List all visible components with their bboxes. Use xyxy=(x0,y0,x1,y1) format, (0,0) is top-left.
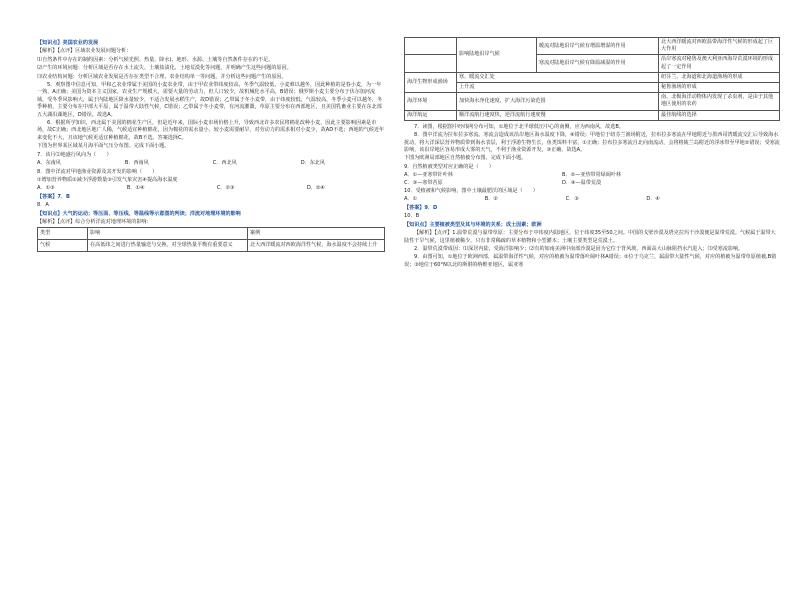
analysis-heading: 【解析】【点评】区域农业发展问题分析： xyxy=(37,48,132,55)
table-row xyxy=(405,110,780,120)
table-header-row xyxy=(38,228,385,240)
ocean-current-table-continued xyxy=(404,37,780,121)
answer-explanation-9: 9．由图可知，①地位于欧洲西部，属温带海洋性气候，对应的植被为温带落叶阔叶林A错误；②位于乌克兰，属温带大陆性气候，对应的植被为温带草原植被,B错误；③地位于60°N以北的斯堪的纳维亚地区，属亚寒 xyxy=(404,254,777,268)
question-7: 7．该月⑴地盛行风向为（ ） xyxy=(37,151,112,158)
question-intro-2: 下图为欧洲局部地区自然植被分布图。完成下面小题。 xyxy=(404,155,527,162)
option-10d[interactable]: D．④ xyxy=(646,196,660,203)
option-8c[interactable]: C．②③ xyxy=(216,185,235,192)
left-column xyxy=(37,40,385,602)
table-cell: 案例 xyxy=(248,228,385,240)
table-cell: 顺洋流航行速度快，逆洋流航行速度慢 xyxy=(457,110,659,120)
analysis-heading-2: 【解析】【点评】综合分析洋流对地理环境的影响： xyxy=(37,218,152,225)
table-row xyxy=(405,38,780,55)
table-cell: 影响 xyxy=(88,228,248,240)
table-cell: 暖流对陆地沿岸气候有增温增湿的作用 xyxy=(537,38,659,55)
table-row xyxy=(405,83,780,93)
analysis-item-1: ⑴自然条件中存在的制约因素：分析气候光照、热量、降水)、地形、水源、土壤等自然条件存在的不足。 xyxy=(37,56,274,63)
knowledge-point-3: 【知识点】主要植被类型及其与环境的关系；成土因素；欧洲 xyxy=(404,221,542,228)
option-8d[interactable]: D．②④ xyxy=(306,185,325,192)
table-cell: 南、北极海洋动物体内发现了杀虫剂，是由于其他地区使用的农药 xyxy=(659,93,780,110)
option-9b[interactable]: B．②—亚热带常绿阔叶林 xyxy=(562,172,621,179)
table-cell xyxy=(405,38,457,55)
question-8-items: ①增加营养物质②减少浮游数量③引发气象灾害④提高海水温度 xyxy=(37,176,178,183)
question-7-options xyxy=(37,160,385,167)
answer-label-2: 【答案】9．D xyxy=(404,204,438,211)
question-8-options xyxy=(37,185,385,192)
knowledge-point-2: 【知识点】大气的运动；等压面、等压线、等温线等示意图的判读；洋流对地理环境的影响 xyxy=(37,210,241,217)
table-row xyxy=(405,72,780,82)
analysis-item-3: ⑶农业结构问题：分析区域农业发展是否存在类型不合理、农业结构单一等问题，并分析这些问题产生的原因。 xyxy=(37,73,287,80)
table-cell: 沿岸寒流对秘鲁及澳大利亚西海岸荒漠环境的形成起了一定作用 xyxy=(659,55,780,72)
analysis-3: 【解析】【点评】1.温带荒漠与温带草原：主要分布于中纬度内陆地区，位于纬度35至50之间。中国的戈壁沙漠及塔克拉玛干沙漠便是温带荒漠。气候属于温带大陆性干旱气候，这里植被稀少，只有非常稀疏的草本植物和小型灌木；土壤主要类型是荒漠土。 xyxy=(404,230,776,244)
right-column xyxy=(404,37,780,599)
table-cell: 影响陆地沿岸气候 xyxy=(457,38,537,73)
table-cell: 海洋生物形成渔场 xyxy=(405,72,457,92)
analysis-4: 2．温带荒漠带成因：⑴深居内陆，受海洋影响少；⑵有的如南美洲中南部沙漠是因为它位于背风坡，西面高大山脉阻挡水汽进入；⑶受寒流影响。 xyxy=(414,245,744,252)
option-8b[interactable]: B．①④ xyxy=(126,185,145,192)
question-intro: 下图为世界某区域某月海平面气压分布图。完成下面小题。 xyxy=(37,143,170,150)
analysis-item-2: ⑵产生的环境问题：分析区域是否存在水土流失、土壤盐渍化、土地荒漠化等问题，并明确产生这些问题的原因。 xyxy=(37,65,292,72)
knowledge-point: 【知识点】美国农业的发展 xyxy=(37,40,99,46)
table-cell: 秘鲁渔场的形成 xyxy=(659,83,780,93)
table-cell: 类型 xyxy=(38,228,88,240)
table-row xyxy=(38,240,385,252)
option-7b[interactable]: B．西南风 xyxy=(124,160,149,167)
question-9-options xyxy=(404,172,780,187)
table-row xyxy=(405,93,780,110)
option-10a[interactable]: A．① xyxy=(404,196,418,203)
option-7d[interactable]: D．东北风 xyxy=(300,160,325,167)
option-10c[interactable]: C．③ xyxy=(565,196,579,203)
answer-explanation-8: 8．图中洋流为拉布拉多寒流。寒流会造成该沿岸地区海水温度下降，④错误；甲地位于纽芬兰渔场附近，拉布拉多寒流在甲地附近与墨西哥湾暖流交汇后导致海水扰动，将大洋深层营养物质带到海水表层，利于浮游生物生长，鱼类饵料丰富，①正确；拉布拉多寒流自北向南流动，会将格陵兰岛附近的浮冰带至甲地②错误；受寒流影响，该沿岸地区容易形成大雾的天气，不利于渔业资源开发，③正确。故选A。 xyxy=(404,132,780,154)
table-cell xyxy=(405,55,457,72)
table-cell: 气候 xyxy=(38,240,88,252)
table-cell: 北大西洋暖流对西欧温带海洋性气候的形成起了巨大作用 xyxy=(659,38,780,55)
table-cell: 加快海水净化速度，扩大海洋污染范围 xyxy=(457,93,659,110)
question-8: 8．图中洋流对甲地渔业资源及其开发的影响（ ） xyxy=(37,168,158,175)
table-cell: 北大西洋暖流对西欧海洋性气候，海水温度不会持续上升 xyxy=(248,240,385,252)
option-10b[interactable]: B．② xyxy=(484,196,498,203)
table-cell: 寒流对陆地沿岸气候有降温减湿的作用 xyxy=(537,55,659,72)
table-cell: 上升流 xyxy=(457,83,659,93)
answer-explanation-7: 7．读图，根据图中经纬网分布可知，①地位于北半球低压中心的南侧，应为西南风，故选B。 xyxy=(414,123,624,130)
table-cell: 最佳航线的选择 xyxy=(659,110,780,120)
option-9a[interactable]: A．①—亚寒带针叶林 xyxy=(404,172,453,179)
option-9d[interactable]: D．④—温带荒漠 xyxy=(562,179,602,186)
question-10-options xyxy=(404,196,780,203)
option-7a[interactable]: A．东南风 xyxy=(37,160,61,167)
option-8a[interactable]: A．①③ xyxy=(37,185,55,192)
ocean-current-table xyxy=(37,227,385,252)
table-cell: 海洋环境 xyxy=(405,93,457,110)
answer-explanation-6: 6．根据所学知识，西北属于美国的棉花生产区，但是近年来，国际小麦市场价格上升，导致西北许多农民将棉花改种小麦，因此主要影响因素是市场，故C正确；西北地区地广人稀，气候适宜种植棉花，因为棉花的需水量小，较小麦需要耐旱，对劳动力的需求相对小麦少，故AD不选；西地的气候近年来变化不大，且该地气候更适宜种植棉花，故B不选。答案选择C。 xyxy=(37,120,385,141)
answer-explanation-5: 5．观察图中信息可知，甲和乙农业带属于美国的小麦农业带，由于甲农业带纬度较高，冬季气温较低，小麦难以越冬，因此种植的是春小麦，为一年一熟，A正确；美国为资本主义国家，农业生产规模大，需要大量的劳动力，但人口较少，故机械化水平高，B错误；俄罗斯小麦主要分布于伏尔加河流域，受冬季风影响大，属于内陆地区降水量较少，不适合发展水稻生产，故D错误；乙带属于冬小麦带，由于纬度较低，气温较高，冬季小麦可以越冬，冬季种植，主要分布在中部大平原，属于温带大陆性气候，C错误；乙带属于冬小麦带，有河流灌溉，草原主要分布在西部地区，且美国乳畜业主要在东北部五大湖沿湖地区，D错误。故选A。 xyxy=(37,82,383,118)
answer-label: 【答案】7．B xyxy=(37,193,70,200)
option-9c[interactable]: C．③—寒带苔原 xyxy=(404,179,443,186)
option-7c[interactable]: C．西北风 xyxy=(212,160,237,167)
table-cell: 寒、暖流交汇处 xyxy=(457,72,659,82)
table-cell: 纽芬兰、北海道和北海道渔场的形成 xyxy=(659,72,780,82)
table-cell: 在高低纬之间进行热量输送与交换，对全球热量平衡有重要意义 xyxy=(88,240,248,252)
question-9: 9．自然植被类型对应正确的是（ ） xyxy=(404,163,494,170)
answer-10: 10．B xyxy=(404,213,420,220)
answer-8: 8．A xyxy=(37,202,49,209)
table-cell: 海洋航运 xyxy=(405,110,457,120)
question-10: 10．受植被和气候影响，图中土壤最肥沃的区域是（ ） xyxy=(404,188,538,195)
